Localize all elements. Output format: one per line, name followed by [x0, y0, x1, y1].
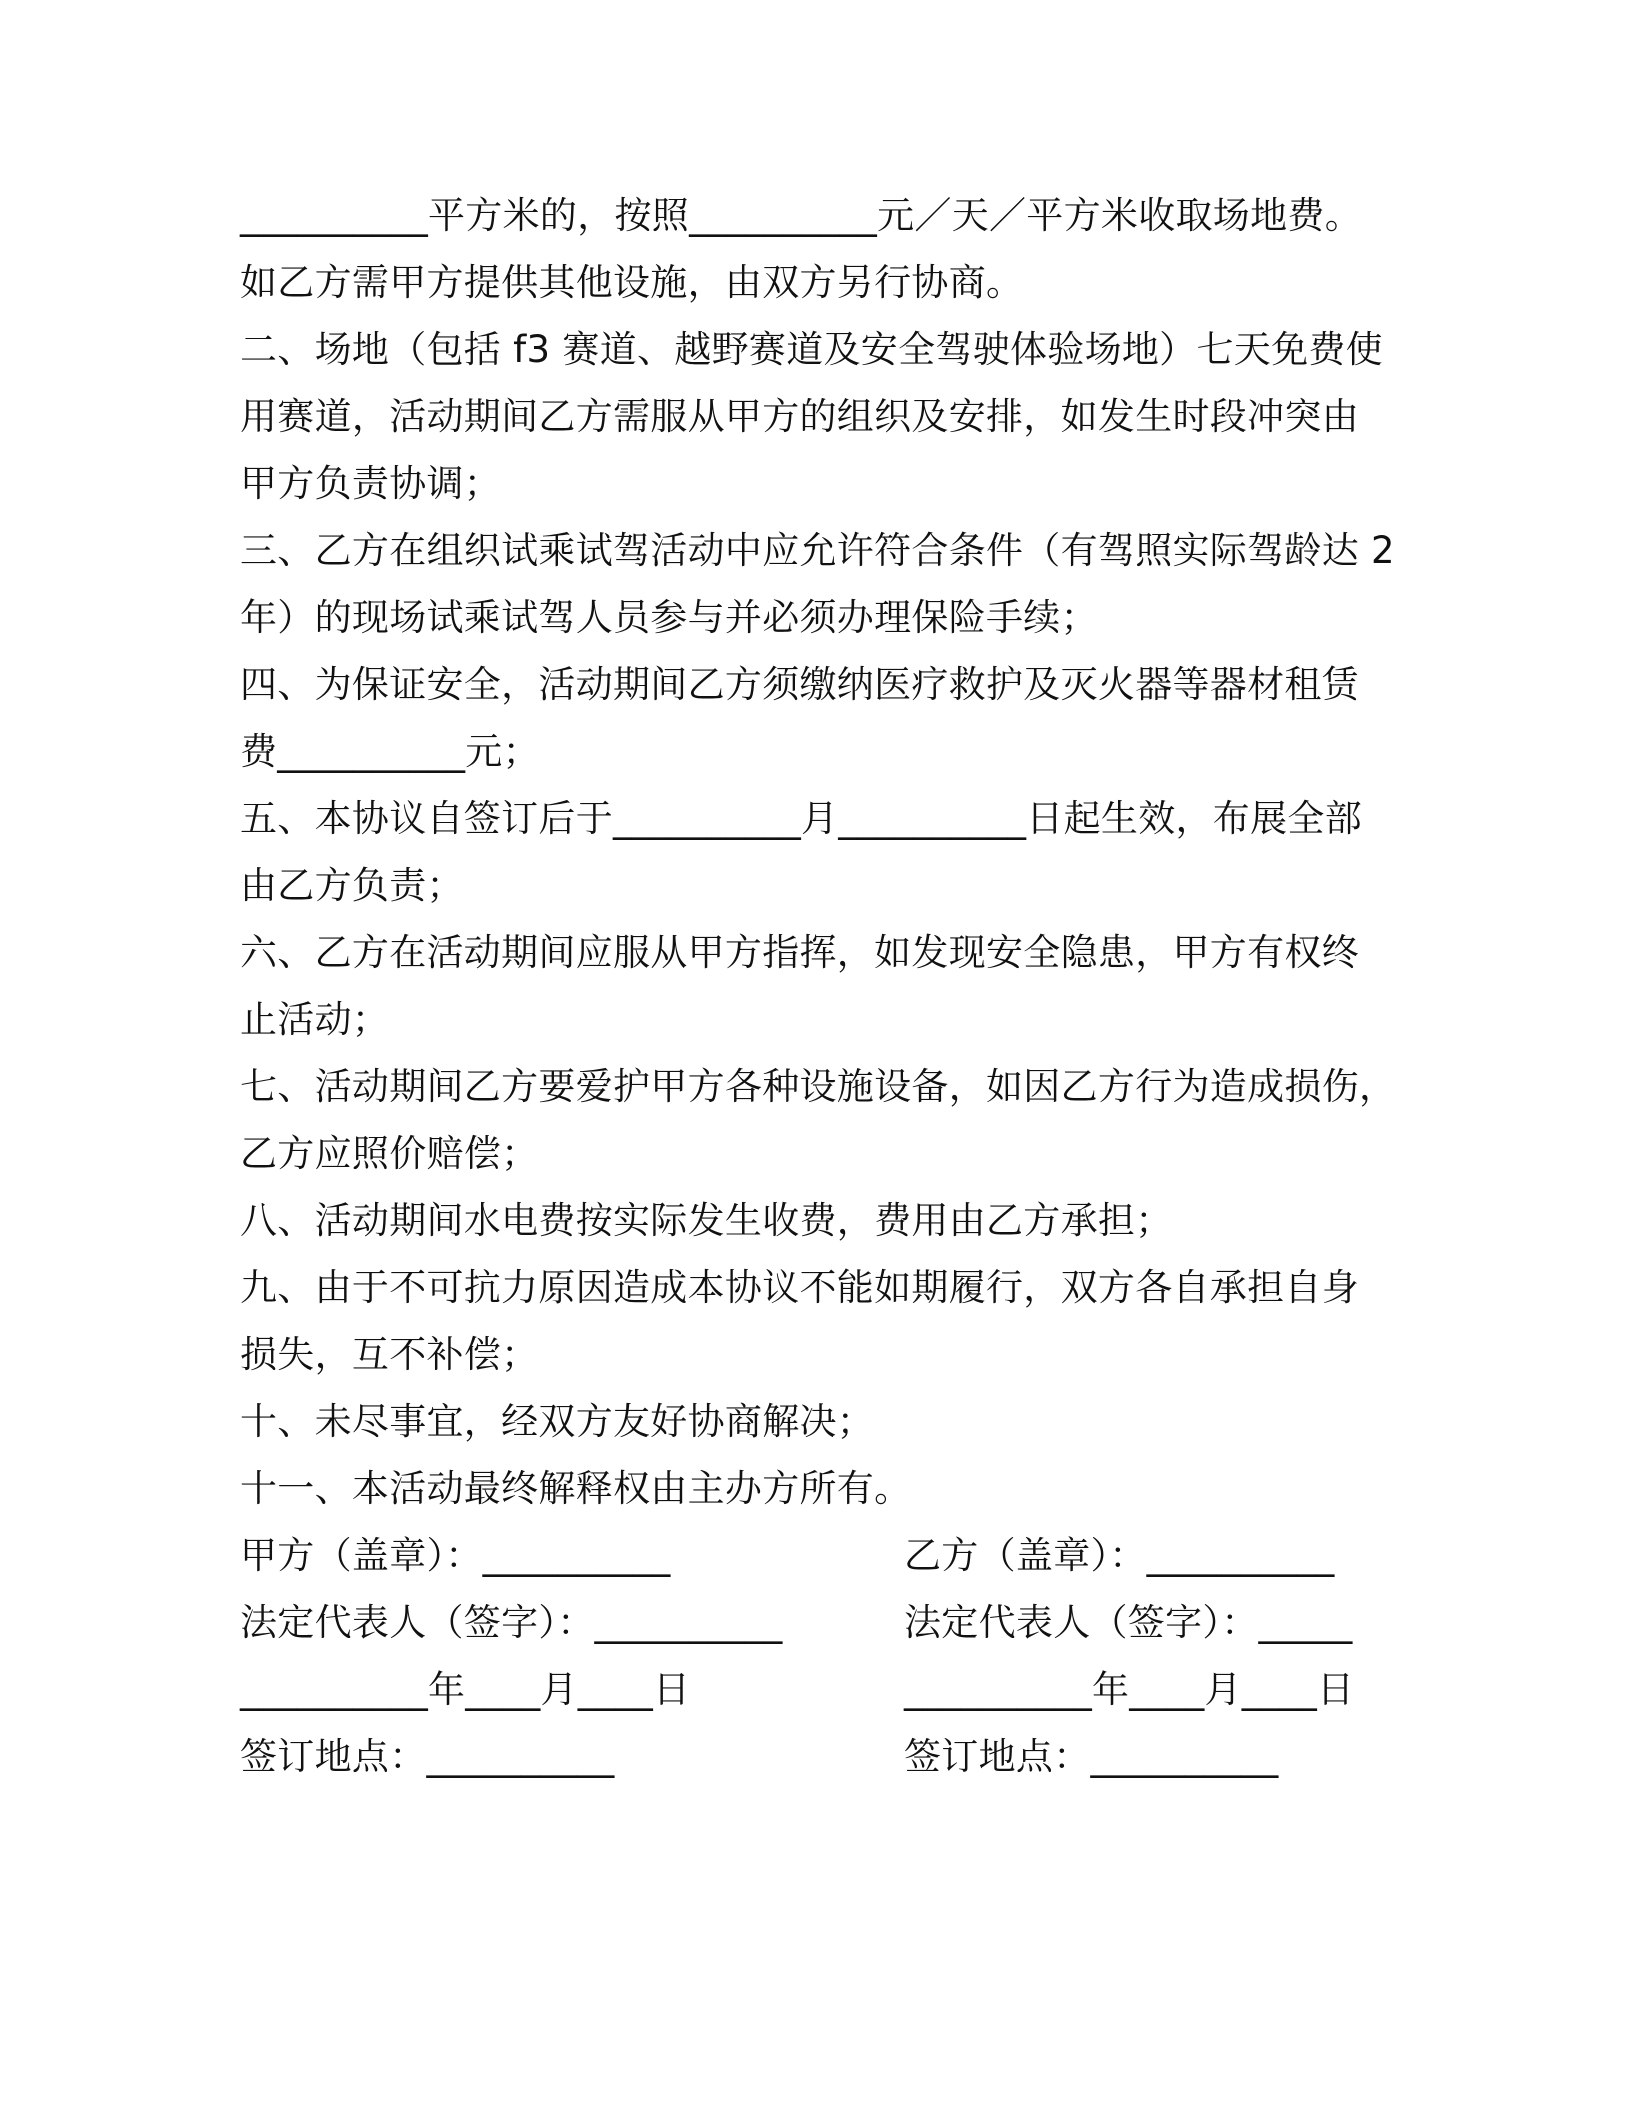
party-a-date-field: __________年____月____日	[240, 1668, 691, 1711]
party-b-date-field: __________年____月____日	[904, 1668, 1355, 1711]
clause-7-line: 七、活动期间乙方要爱护甲方各种设施设备，如因乙方行为造成损伤，	[240, 1065, 1397, 1108]
signature-place-row	[240, 1723, 1440, 1790]
clause-8-line: 八、活动期间水电费按实际发生收费，费用由乙方承担；	[240, 1199, 1173, 1242]
clause-10-line: 十、未尽事宜，经双方友好协商解决；	[240, 1400, 875, 1443]
party-b-place-field: 签订地点：__________	[904, 1735, 1279, 1778]
party-a-representative-field: 法定代表人（签字）：__________	[240, 1601, 783, 1644]
clause-5-line: 五、本协议自签订后于__________月__________日起生效，布展全部	[240, 797, 1362, 840]
clause-5-line: 由乙方负责；	[240, 864, 464, 907]
clause-9-line: 九、由于不可抗力原因造成本协议不能如期履行，双方各自承担自身	[240, 1266, 1359, 1309]
paragraph-line: __________平方米的，按照__________元／天／平方米收取场地费。	[240, 194, 1362, 237]
clause-2-line: 二、场地（包括 f3 赛道、越野赛道及安全驾驶体验场地）七天免费使	[240, 328, 1383, 371]
signature-representative-row	[240, 1589, 1440, 1656]
clause-3-line: 年）的现场试乘试驾人员参与并必须办理保险手续；	[240, 596, 1098, 639]
clause-2-line: 甲方负责协调；	[240, 462, 502, 505]
party-a-seal-field: 甲方（盖章）：__________	[240, 1534, 671, 1577]
party-b-representative-field: 法定代表人（签字）：_____	[904, 1601, 1353, 1644]
paragraph-line: 如乙方需甲方提供其他设施，由双方另行协商。	[240, 261, 1024, 304]
clause-9-line: 损失，互不补偿；	[240, 1333, 539, 1376]
clause-3-line: 三、乙方在组织试乘试驾活动中应允许符合条件（有驾照实际驾龄达 2	[240, 529, 1395, 572]
clause-7-line: 乙方应照价赔偿；	[240, 1132, 539, 1175]
clause-4-line: 费__________元；	[240, 730, 540, 773]
party-b-seal-field: 乙方（盖章）：__________	[904, 1534, 1335, 1577]
agreement-body	[240, 182, 1440, 1790]
party-a-place-field: 签订地点：__________	[240, 1735, 615, 1778]
signature-seal-row	[240, 1522, 1440, 1589]
clause-11-line: 十一、本活动最终解释权由主办方所有。	[240, 1467, 912, 1510]
clause-6-line: 六、乙方在活动期间应服从甲方指挥，如发现安全隐患，甲方有权终	[240, 931, 1359, 974]
clause-4-line: 四、为保证安全，活动期间乙方须缴纳医疗救护及灭火器等器材租赁	[240, 663, 1359, 706]
clause-2-line: 用赛道，活动期间乙方需服从甲方的组织及安排，如发生时段冲突由	[240, 395, 1359, 438]
clause-6-line: 止活动；	[240, 998, 390, 1041]
signature-date-row	[240, 1656, 1440, 1723]
